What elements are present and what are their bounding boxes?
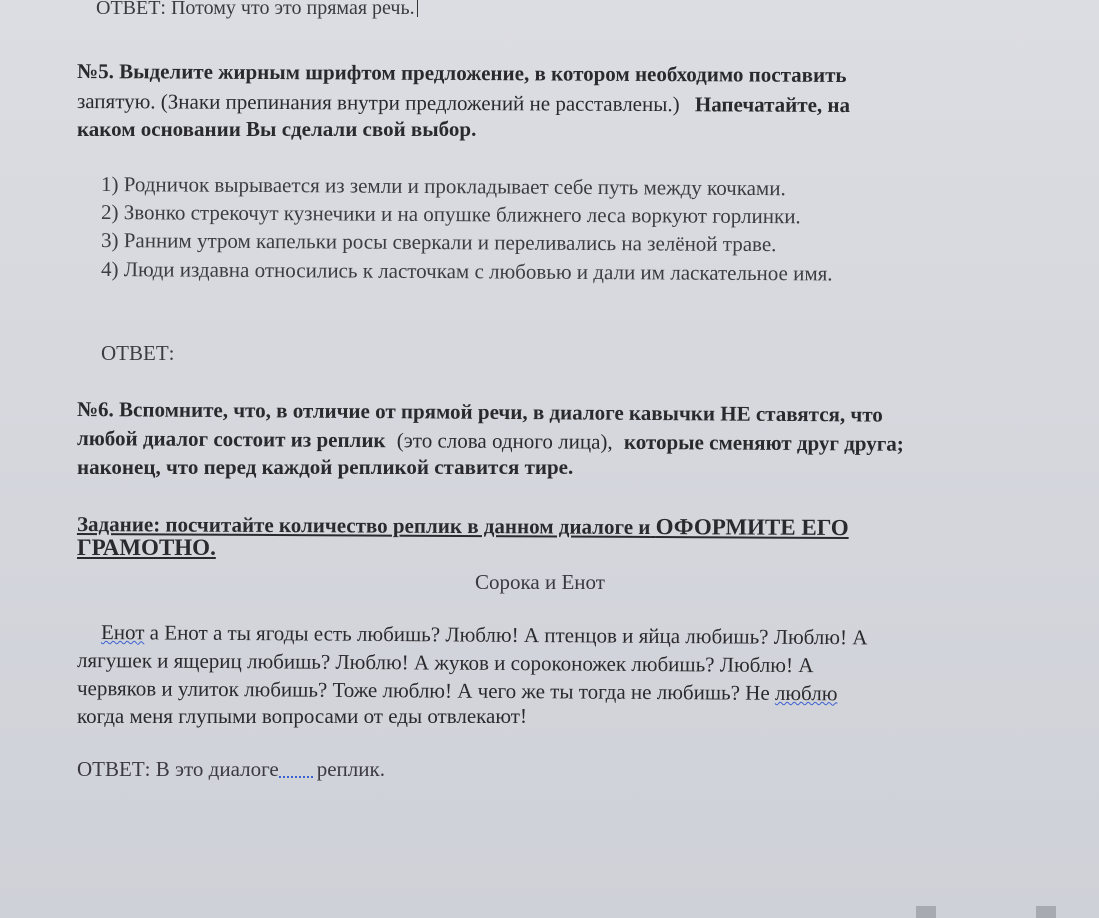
story-title: Сорока и Енот	[475, 570, 605, 594]
task5-option-3: 3) Ранним утром капельки росы сверкали и переливались на зелёной траве.	[100, 228, 777, 257]
task5-option-4: 4) Люди издавна относились к ласточкам с любовью и дали им ласкательное имя.	[100, 257, 833, 286]
task5-option-1: 1) Родничок вырывается из земли и прокладывает себе путь между кочками.	[100, 172, 786, 201]
task6-line2	[77, 426, 904, 456]
story-line2: лягушек и ящериц любишь? Люблю! А жуков и сороконожек любишь? Люблю! А	[76, 648, 814, 678]
assignment-strong: ОФОРМИТЕ ЕГО	[655, 514, 849, 541]
task5-line2	[77, 89, 850, 117]
story-line1-text: а Енот а ты ягоды есть любишь? Люблю! А птенцов и яйца любишь? Люблю! А	[149, 620, 868, 650]
taskbar-edge-left	[916, 906, 936, 918]
task5-answer: ОТВЕТ:	[101, 341, 175, 365]
story-word-enot: Енот	[100, 620, 145, 645]
task5-line3: каком основании Вы сделали свой выбор.	[77, 117, 477, 141]
task6-line2-bold2: которые сменяют друг друга;	[623, 429, 904, 456]
task6-line2-bold: любой диалог состоит из реплик	[76, 426, 386, 453]
assignment-line2: ГРАМОТНО.	[77, 535, 216, 560]
task6-answer-end: реплик.	[316, 757, 385, 781]
text-cursor	[417, 0, 418, 17]
task6-line1: №6. Вспомните, что, в отличие от прямой речи, в диалоге кавычки НЕ ставятся, что	[76, 397, 883, 427]
task5-line2-bold: Напечатайте, на	[694, 92, 851, 118]
story-line4: когда меня глупыми вопросами от еды отвлекают!	[77, 704, 527, 728]
previous-answer: ОТВЕТ: Потому что это прямая речь.	[96, 0, 418, 20]
story-line1	[101, 620, 868, 649]
answer-blank	[279, 762, 313, 778]
task6-answer-start: ОТВЕТ: В это диалоге	[77, 757, 279, 781]
task5-line2-normal: запятую. (Знаки препинания внутри предложений не расставлены.)	[76, 89, 680, 117]
task6-line3: наконец, что перед каждой репликой ставится тире.	[77, 455, 574, 479]
story-line3-text: червяков и улиток любишь? Тоже люблю! А чего же ты тогда не любишь? Не	[76, 676, 770, 705]
taskbar-edge-right	[1036, 906, 1056, 918]
task5-option-2: 2) Звонко стрекочут кузнечики и на опушке ближнего леса воркуют горлинки.	[100, 200, 801, 229]
task6-line2-normal: (это слова одного лица),	[396, 428, 613, 454]
story-line3	[77, 676, 838, 705]
task5-line1: №5. Выделите жирным шрифтом предложение, в котором необходимо поставить	[76, 59, 847, 88]
assignment-normal: Задание: посчитайте количество реплик в данном диалоге и	[76, 512, 651, 540]
story-word-lyublyu: люблю	[774, 680, 838, 706]
task6-answer	[77, 757, 385, 781]
